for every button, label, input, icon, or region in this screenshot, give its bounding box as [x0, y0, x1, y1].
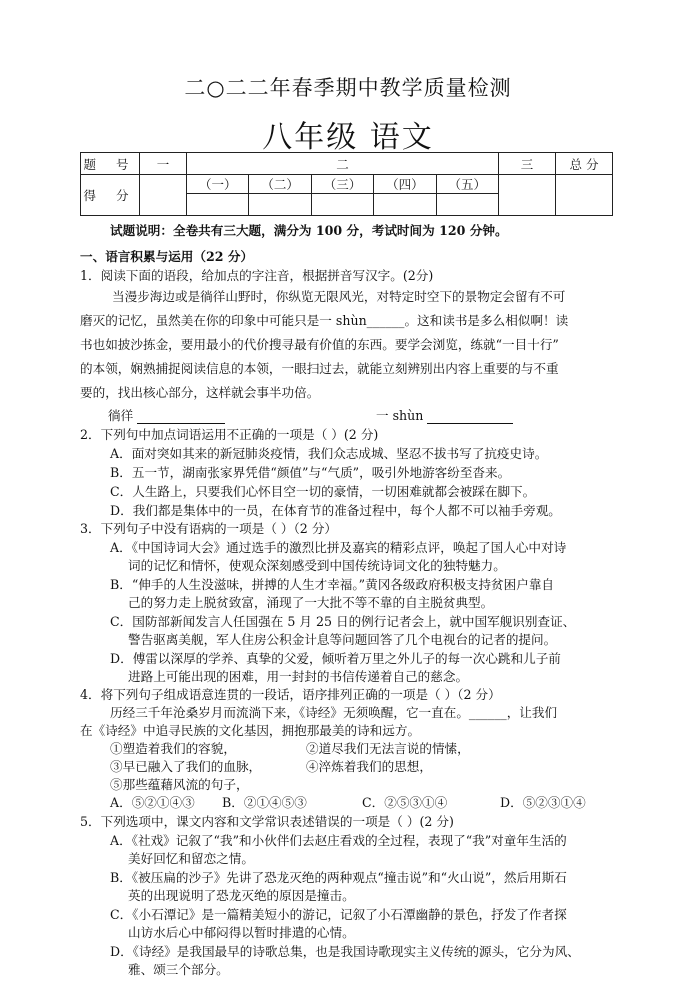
q3-option-a-cont: 词的记忆和情怀，使观众深刻感受到中国传统诗词文化的独特魅力。	[128, 558, 506, 573]
score-header-part2: 二	[187, 153, 499, 175]
q3-option-d-cont: 进路上可能出现的困难，用一封封的书信传递着自己的慈念。	[128, 669, 469, 684]
exam-title: 二○二二年春季期中教学质量检测	[184, 76, 512, 100]
q1-answer-1-blank[interactable]	[137, 408, 225, 424]
score-header-label: 题 号	[81, 153, 140, 175]
q1-passage	[80, 285, 615, 405]
score-subpart-1: （一）	[187, 175, 249, 194]
score-cell-sub2[interactable]	[249, 194, 311, 216]
q1-line-2: 磨灭的记忆，虽然美在你的印象中可能只是一 shùn______。这和读书是多么相似啊！读	[80, 313, 569, 328]
q5-option-a[interactable]: A．《社戏》记叙了“我”和小伙伴们去赵庄看戏的全过程，表现了“我”对童年生活的	[110, 833, 567, 848]
q4-sentence-5: ⑤那些蕴藉风流的句子，	[110, 777, 249, 792]
q3-option-c-cont: 警告驱离美舰，军人住房公积金计息等问题回答了几个电视台的记者的提问。	[128, 632, 557, 647]
q1-answer-2-label: 一 shùn	[376, 408, 424, 423]
q5-option-d-cont: 雅、颂三个部分。	[128, 962, 229, 977]
q1-answer-2-blank[interactable]	[427, 408, 513, 424]
q4-option-d[interactable]: D．⑤②③①④	[500, 795, 586, 810]
score-cell-part1[interactable]	[140, 175, 187, 216]
q3-option-b[interactable]: B．“伸手的人生没滋味，拼搏的人生才幸福。”黄冈各级政府积极支持贫困户靠自	[110, 577, 555, 592]
score-cell-sub3[interactable]	[311, 194, 373, 216]
q3-stem: 3．下列句子中没有语病的一项是（ ）（2 分）	[80, 521, 338, 536]
score-cell-sub1[interactable]	[187, 194, 249, 216]
score-row-label: 得 分	[81, 175, 140, 216]
q5-option-a-cont: 美好回忆和留恋之情。	[128, 851, 254, 866]
q4-sentence-2: ②道尽我们无法言说的情愫，	[306, 741, 470, 756]
q5-stem: 5．下列选项中，课文内容和文学常识表述错误的一项是（ ）(2 分)	[80, 814, 454, 829]
score-cell-part3[interactable]	[499, 175, 556, 216]
q4-passage-1: 历经三千年沧桑岁月而流淌下来，《诗经》无须唤醒，它一直在。______，让我们	[110, 705, 558, 720]
q5-option-b-cont: 英的出现说明了恐龙灭绝的原因是撞击。	[128, 888, 355, 903]
q4-stem: 4．将下列句子组成语意连贯的一段话，语序排列正确的一项是（ ）（2 分）	[80, 687, 501, 702]
score-subpart-2: （二）	[249, 175, 311, 194]
q3-option-a[interactable]: A．《中国诗词大会》通过选手的激烈比拼及嘉宾的精彩点评，唤起了国人心中对诗	[110, 540, 567, 555]
q5-option-c[interactable]: C．《小石潭记》是一篇精美短小的游记，记叙了小石潭幽静的景色，抒发了作者探	[110, 907, 567, 922]
score-subpart-5: （五）	[436, 175, 498, 194]
score-table	[80, 152, 613, 216]
q1-answer-1-label: 徜徉	[108, 408, 134, 423]
score-header-part1: 一	[140, 153, 187, 175]
section-1-heading: 一、语言积累与运用（22 分）	[80, 249, 254, 264]
score-cell-total[interactable]	[556, 175, 613, 216]
q2-option-b[interactable]: B．五一节，湖南张家界凭借“颜值”与“气质”，吸引外地游客纷至沓来。	[110, 465, 511, 480]
q2-option-d[interactable]: D．我们都是集体中的一员，在体育节的准备过程中，每个人都不可以袖手旁观。	[110, 503, 561, 518]
q1-line-5: 要的，找出核心部分，这样就会事半功倍。	[80, 385, 320, 400]
q1-answer-row-2	[376, 405, 696, 424]
q3-option-c[interactable]: C．国防部新闻发言人任国强在 5 月 25 日的例行记者会上，就中国军舰识别查证、	[110, 614, 576, 629]
q4-sentence-4: ④淬炼着我们的思想，	[306, 759, 432, 774]
score-header-total: 总 分	[556, 153, 613, 175]
q2-option-c[interactable]: C．人生路上，只要我们心怀目空一切的豪情，一切困难就都会被踩在脚下。	[110, 484, 536, 499]
q5-option-d[interactable]: D．《诗经》是我国最早的诗歌总集，也是我国诗歌现实主义传统的源头，它分为风、	[110, 944, 580, 959]
q3-option-d[interactable]: D．傅雷以深厚的学养、真挚的父爱，倾听着万里之外儿子的每一次心跳和儿子前	[110, 651, 561, 666]
score-subpart-4: （四）	[374, 175, 436, 194]
q4-sentence-1: ①塑造着我们的容貌，	[110, 741, 236, 756]
exam-note: 试题说明：全卷共有三大题，满分为 100 分，考试时间为 120 分钟。	[110, 223, 508, 238]
score-subpart-3: （三）	[311, 175, 373, 194]
q4-option-c[interactable]: C．②⑤③①④	[362, 795, 448, 810]
score-cell-sub5[interactable]	[436, 194, 498, 216]
exam-subtitle: 八年级 语文	[262, 120, 434, 155]
q3-option-b-cont: 己的努力走上脱贫致富，涌现了一大批不等不靠的自主脱贫典型。	[128, 595, 494, 610]
q4-sentence-3: ③早已融入了我们的血脉，	[110, 759, 262, 774]
score-cell-sub4[interactable]	[374, 194, 436, 216]
q1-stem: 1．阅读下面的语段，给加点的字注音，根据拼音写汉字。(2分)	[80, 268, 434, 283]
q1-line-1: 当漫步海边或是徜徉山野时，你纵览无限风光，对特定时空下的景物定会留有不可	[112, 289, 566, 304]
q2-option-a[interactable]: A．面对突如其来的新冠肺炎疫情，我们众志成城、坚忍不拔书写了抗疫史诗。	[110, 446, 548, 461]
q4-option-a[interactable]: A．⑤②①④③	[110, 795, 195, 810]
q2-stem: 2．下列句中加点词语运用不正确的一项是（ ）(2 分)	[80, 427, 379, 442]
q1-line-4: 的本领，娴熟捕捉阅读信息的本领，一眼扫过去，就能立刻辨别出内容上重要的与不重	[80, 361, 559, 376]
score-header-part3: 三	[499, 153, 556, 175]
q4-passage-2: 在《诗经》中追寻民族的文化基因，拥抱那最美的诗和远方。	[80, 723, 421, 738]
q5-option-c-cont: 山访水后心中郁闷得以暂时排遣的心情。	[128, 925, 355, 940]
q1-line-3: 书也如披沙拣金，要用最小的代价搜寻最有价值的东西。要学会浏览，练就“一目十行”	[80, 337, 559, 352]
q4-option-b[interactable]: B．②①④⑤③	[222, 795, 307, 810]
q5-option-b[interactable]: B．《被压扁的沙子》先讲了恐龙灭绝的两种观点“撞击说”和“火山说”，然后用斯石	[110, 870, 567, 885]
